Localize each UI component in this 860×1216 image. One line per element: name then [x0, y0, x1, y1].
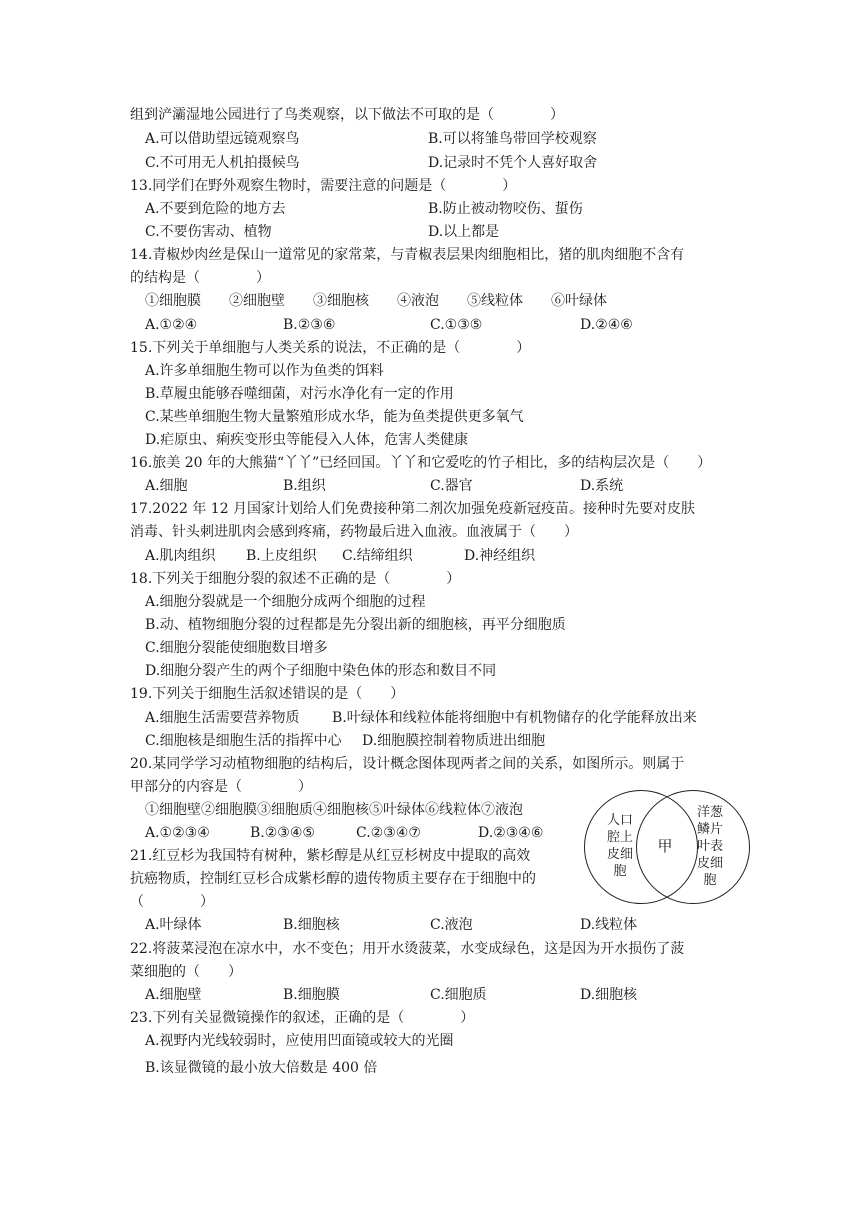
q18-option-b: B.动、植物细胞分裂的过程都是先分裂出新的细胞核，再平分细胞质: [145, 617, 566, 633]
q14-option-a: A.①②④: [145, 317, 198, 333]
q19-option-a: A.细胞生活需要营养物质: [145, 710, 300, 726]
q14-option-c: C.①③⑤: [430, 317, 483, 333]
q12-option-d: D.记录时不凭个人喜好取舍: [428, 155, 598, 171]
q20-stem-line1: 20.某同学学习动植物细胞的结构后，设计概念图体现两者之间的关系，如图所示。则属于: [130, 756, 685, 772]
q21-option-b: B.细胞核: [283, 917, 340, 933]
cell-venn-diagram: [584, 788, 750, 906]
q18-option-a: A.细胞分裂就是一个细胞分成两个细胞的过程: [145, 594, 426, 610]
q21-option-c: C.液泡: [430, 917, 473, 933]
q14-stem-line2: 的结构是（ ）: [130, 270, 270, 286]
q17-stem-line2: 消毒、针头刺进肌肉会感到疼痛，药物最后进入血液。血液属于（ ）: [130, 524, 578, 540]
q14-items: ①细胞膜 ②细胞壁 ③细胞核 ④液泡 ⑤线粒体 ⑥叶绿体: [145, 293, 607, 309]
q18-option-d: D.细胞分裂产生的两个子细胞中染色体的形态和数目不同: [145, 663, 497, 679]
q20-option-b: B.②③④⑤: [250, 825, 315, 841]
q19-stem: 19.下列关于细胞生活叙述错误的是（ ）: [130, 686, 405, 702]
q16-option-c: C.器官: [430, 478, 473, 494]
q15-option-c: C.某些单细胞生物大量繁殖形成水华，能为鱼类提供更多氧气: [145, 409, 524, 425]
q17-option-d: D.神经组织: [464, 548, 536, 564]
q14-stem-line1: 14.青椒炒肉丝是保山一道常见的家常菜，与青椒表层果肉细胞相比，猪的肌肉细胞不含有: [130, 247, 685, 263]
q20-option-d: D.②③④⑥: [478, 825, 544, 841]
q21-stem-line1: 21.红豆杉为我国特有树种，紫杉醇是从红豆杉树皮中提取的高效: [130, 848, 531, 864]
q17-stem-line1: 17.2022 年 12 月国家计划给人们免费接种第二剂次加强免疫新冠疫苗。接种时先要对皮肤: [130, 501, 696, 517]
q16-stem: 16.旅美 20 年的大熊猫“丫丫”已经回国。丫丫和它爱吃的竹子相比，多的结构层次是（ ）: [130, 455, 712, 471]
q20-stem-line2: 甲部分的内容是（ ）: [130, 779, 312, 795]
q21-stem-line3: （ ）: [130, 894, 214, 910]
q13-option-a: A.不要到危险的地方去: [145, 201, 286, 217]
q22-stem-line1: 22.将菠菜浸泡在凉水中，水不变色；用开水烫菠菜，水变成绿色，这是因为开水损伤了菠: [130, 941, 685, 957]
q15-option-a: A.许多单细胞生物可以作为鱼类的饵料: [145, 363, 384, 379]
q13-stem: 13.同学们在野外观察生物时，需要注意的问题是（ ）: [130, 178, 517, 194]
q19-option-d: D.细胞膜控制着物质进出细胞: [362, 733, 546, 749]
q16-option-a: A.细胞: [145, 478, 188, 494]
q22-stem-line2: 菜细胞的（ ）: [130, 964, 242, 980]
q13-option-b: B.防止被动物咬伤、蜇伤: [428, 201, 583, 217]
q20-option-c: C.②③④⑦: [356, 825, 421, 841]
q20-option-a: A.①②③④: [145, 825, 210, 841]
venn-label-middle: 甲: [657, 837, 673, 855]
q22-option-b: B.细胞膜: [283, 987, 340, 1003]
q15-stem: 15.下列关于单细胞与人类关系的说法，不正确的是（ ）: [130, 340, 531, 356]
q20-items: ①细胞壁②细胞膜③细胞质④细胞核⑤叶绿体⑥线粒体⑦液泡: [145, 802, 523, 818]
q13-option-d: D.以上都是: [428, 224, 500, 240]
venn-label-left: 人口 腔上 皮细 胞: [606, 813, 633, 879]
q17-option-b: B.上皮组织: [246, 548, 317, 564]
q16-option-b: B.组织: [283, 478, 326, 494]
q22-option-d: D.细胞核: [580, 987, 638, 1003]
q14-option-d: D.②④⑥: [580, 317, 633, 333]
q14-option-b: B.②③⑥: [283, 317, 336, 333]
q21-option-d: D.线粒体: [580, 917, 638, 933]
q21-option-a: A.叶绿体: [145, 917, 202, 933]
q23-option-b: B.该显微镜的最小放大倍数是 400 倍: [145, 1060, 378, 1076]
q22-option-a: A.细胞壁: [145, 987, 202, 1003]
q21-stem-line2: 抗癌物质，控制红豆杉合成紫杉醇的遗传物质主要存在于细胞中的: [130, 871, 536, 887]
q12-option-b: B.可以将雏鸟带回学校观察: [428, 131, 597, 147]
q12-stem: 组到浐灞湿地公园进行了鸟类观察，以下做法不可取的是（ ）: [130, 107, 564, 123]
q23-stem: 23.下列有关显微镜操作的叙述，正确的是（ ）: [130, 1010, 475, 1026]
q15-option-b: B.草履虫能够吞噬细菌，对污水净化有一定的作用: [145, 386, 454, 402]
q12-option-a: A.可以借助望远镜观察鸟: [145, 131, 300, 147]
q17-option-a: A.肌肉组织: [145, 548, 216, 564]
q16-option-d: D.系统: [580, 478, 624, 494]
q13-option-c: C.不要伤害动、植物: [145, 224, 272, 240]
q19-option-b: B.叶绿体和线粒体能将细胞中有机物储存的化学能释放出来: [332, 710, 697, 726]
q17-option-c: C.结缔组织: [342, 548, 413, 564]
q18-stem: 18.下列关于细胞分裂的叙述不正确的是（ ）: [130, 571, 461, 587]
q12-option-c: C.不可用无人机拍摄候鸟: [145, 155, 300, 171]
q22-option-c: C.细胞质: [430, 987, 487, 1003]
q23-option-a: A.视野内光线较弱时，应使用凹面镜或较大的光圈: [145, 1033, 454, 1049]
q15-option-d: D.疟原虫、痢疾变形虫等能侵入人体，危害人类健康: [145, 432, 469, 448]
q18-option-c: C.细胞分裂能使细胞数目增多: [145, 640, 328, 656]
q19-option-c: C.细胞核是细胞生活的指挥中心: [145, 733, 342, 749]
venn-label-right: 洋葱 鳞片 叶表 皮细 胞: [696, 805, 723, 888]
